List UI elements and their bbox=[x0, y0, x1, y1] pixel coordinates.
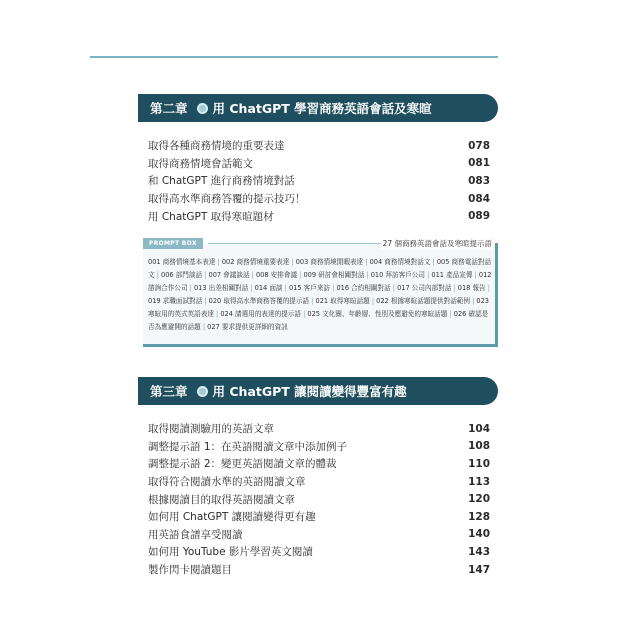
chapter-2-header bbox=[138, 94, 498, 122]
prompt-item: 005 商務電話對話文 bbox=[148, 258, 492, 279]
prompt-box-label: PROMPT BOX bbox=[143, 238, 203, 249]
separator: | bbox=[200, 323, 208, 331]
separator: | bbox=[282, 284, 289, 292]
separator: | bbox=[249, 271, 256, 279]
prompt-item: 016 合約相關對話 bbox=[336, 284, 391, 292]
toc-entry-label: 根據閱讀目的取得英語閱讀文章 bbox=[148, 493, 295, 506]
toc-entry[interactable] bbox=[148, 137, 490, 155]
toc-entry[interactable] bbox=[148, 543, 490, 561]
separator: | bbox=[485, 284, 490, 292]
toc-entry[interactable] bbox=[148, 508, 490, 526]
separator: | bbox=[469, 297, 477, 305]
prompt-item: 008 安排會議 bbox=[255, 271, 298, 279]
toc-entry[interactable] bbox=[148, 207, 490, 225]
separator: | bbox=[202, 271, 209, 279]
chapter-3-title: 用 ChatGPT 讓閱讀變得豐富有趣 bbox=[212, 384, 407, 399]
separator: | bbox=[248, 284, 255, 292]
separator: | bbox=[451, 284, 458, 292]
chapter-2-number: 第二章 bbox=[150, 101, 188, 116]
prompt-item: 007 會議談話 bbox=[208, 271, 250, 279]
toc-entry-page: 113 bbox=[468, 475, 490, 488]
chapter-3-toc bbox=[148, 420, 490, 578]
separator: | bbox=[369, 297, 377, 305]
toc-entry-label: 如何用 ChatGPT 讓閱讀變得更有趣 bbox=[148, 511, 316, 524]
separator: | bbox=[300, 310, 308, 318]
toc-entry-label: 取得符合閱讀水準的英語閱讀文章 bbox=[148, 476, 306, 489]
separator: | bbox=[424, 271, 432, 279]
chapter-2-toc bbox=[148, 137, 490, 225]
prompt-item: 014 面談 bbox=[254, 284, 283, 292]
prompt-item: 009 研討會相關對話 bbox=[303, 271, 365, 279]
prompt-item: 003 商務情境閒暇表達 bbox=[295, 258, 364, 266]
prompt-item: 023 寒暄用的英式英語表達 bbox=[148, 297, 489, 318]
toc-entry-page: 089 bbox=[468, 210, 490, 223]
prompt-item: 002 商務情境重要表達 bbox=[221, 258, 290, 266]
prompt-item: 019 求職面試對話 bbox=[148, 297, 203, 305]
toc-entry-label: 取得高水準商務答覆的提示技巧！ bbox=[148, 193, 306, 206]
prompt-item: 020 取得高水準商務答覆的提示語 bbox=[208, 297, 310, 305]
prompt-box-items bbox=[148, 256, 492, 334]
separator: | bbox=[430, 258, 437, 266]
prompt-item: 010 拜訪客戶公司 bbox=[370, 271, 425, 279]
separator: | bbox=[215, 258, 222, 266]
bullet-dot-icon bbox=[197, 103, 208, 114]
separator: | bbox=[390, 284, 398, 292]
toc-entry[interactable] bbox=[148, 473, 490, 491]
toc-entry-page: 147 bbox=[468, 563, 490, 576]
separator: | bbox=[202, 297, 209, 305]
chapter-3-header bbox=[138, 377, 498, 405]
toc-entry-page: 143 bbox=[468, 545, 490, 558]
toc-entry[interactable] bbox=[148, 561, 490, 579]
separator: | bbox=[187, 284, 194, 292]
toc-entry-page: 128 bbox=[468, 510, 490, 523]
toc-entry-page: 140 bbox=[468, 528, 490, 541]
toc-entry-page: 120 bbox=[468, 493, 490, 506]
separator: | bbox=[447, 310, 454, 318]
toc-entry[interactable] bbox=[148, 526, 490, 544]
toc-entry-label: 取得各種商務情境的重要表達 bbox=[148, 140, 285, 153]
separator: | bbox=[309, 297, 316, 305]
separator: | bbox=[154, 271, 162, 279]
prompt-box-rule bbox=[208, 243, 383, 244]
prompt-item: 015 客戶來訪 bbox=[288, 284, 331, 292]
toc-entry-label: 取得商務情境會話範文 bbox=[148, 157, 253, 170]
prompt-box-count: 27 個商務英語會話及寒暄提示語 bbox=[382, 239, 492, 248]
toc-entry-label: 製作閃卡閱讀題目 bbox=[148, 564, 232, 577]
toc-entry[interactable] bbox=[148, 438, 490, 456]
prompt-item: 022 根據寒暄話題提供對話範例 bbox=[376, 297, 470, 305]
separator: | bbox=[289, 258, 296, 266]
prompt-item: 012 諮詢合作公司 bbox=[148, 271, 492, 292]
toc-entry-label: 調整提示語 1：在英語閱讀文章中添加例子 bbox=[148, 440, 348, 453]
toc-entry[interactable] bbox=[148, 490, 490, 508]
toc-entry-page: 104 bbox=[468, 422, 490, 435]
toc-entry-page: 110 bbox=[468, 457, 490, 470]
prompt-item: 021 取得寒暄話題 bbox=[315, 297, 370, 305]
toc-entry-label: 用 ChatGPT 取得寒暄題材 bbox=[148, 210, 274, 223]
toc-entry[interactable] bbox=[148, 190, 490, 208]
toc-entry[interactable] bbox=[148, 455, 490, 473]
prompt-item: 001 商務情境基本表達 bbox=[148, 258, 216, 266]
prompt-item: 024 請選用的表達的提示語 bbox=[220, 310, 301, 318]
toc-entry-page: 081 bbox=[468, 157, 490, 170]
prompt-item: 017 公司內部對話 bbox=[397, 284, 452, 292]
separator: | bbox=[364, 271, 371, 279]
toc-entry-page: 083 bbox=[468, 174, 490, 187]
prompt-item: 018 報告 bbox=[457, 284, 486, 292]
separator: | bbox=[472, 271, 479, 279]
toc-entry-page: 078 bbox=[468, 139, 490, 152]
prompt-item: 026 確認是否為應避開的話題 bbox=[148, 310, 489, 331]
toc-entry-page: 084 bbox=[468, 192, 490, 205]
toc-entry-page: 108 bbox=[468, 440, 490, 453]
separator: | bbox=[213, 310, 221, 318]
toc-entry[interactable] bbox=[148, 172, 490, 190]
prompt-item: 025 文化圈、年齡層、性別及應避免的寒暄話題 bbox=[307, 310, 448, 318]
toc-entry[interactable] bbox=[148, 155, 490, 173]
prompt-item: 006 部門談話 bbox=[161, 271, 203, 279]
chapter-2-title: 用 ChatGPT 學習商務英語會話及寒暄 bbox=[212, 101, 432, 116]
separator: | bbox=[297, 271, 304, 279]
toc-entry[interactable] bbox=[148, 420, 490, 438]
prompt-item: 027 要求提供更詳細的資訊 bbox=[207, 323, 288, 331]
bullet-dot-icon bbox=[197, 386, 208, 397]
toc-entry-label: 取得閱讀測驗用的英語文章 bbox=[148, 423, 274, 436]
toc-entry-label: 如何用 YouTube 影片學習英文閱讀 bbox=[148, 546, 313, 559]
toc-entry-label: 和 ChatGPT 進行商務情境對話 bbox=[148, 175, 295, 188]
prompt-item: 011 產品宣傳 bbox=[431, 271, 473, 279]
separator: | bbox=[363, 258, 370, 266]
top-divider bbox=[90, 56, 498, 58]
toc-entry-label: 用英語食譜享受閱讀 bbox=[148, 528, 243, 541]
prompt-item: 013 出差相關對話 bbox=[193, 284, 249, 292]
separator: | bbox=[330, 284, 337, 292]
toc-entry-label: 調整提示語 2：變更英語閱讀文章的體裁 bbox=[148, 458, 337, 471]
chapter-3-number: 第三章 bbox=[150, 384, 188, 399]
prompt-item: 004 商務情境對話文 bbox=[369, 258, 431, 266]
